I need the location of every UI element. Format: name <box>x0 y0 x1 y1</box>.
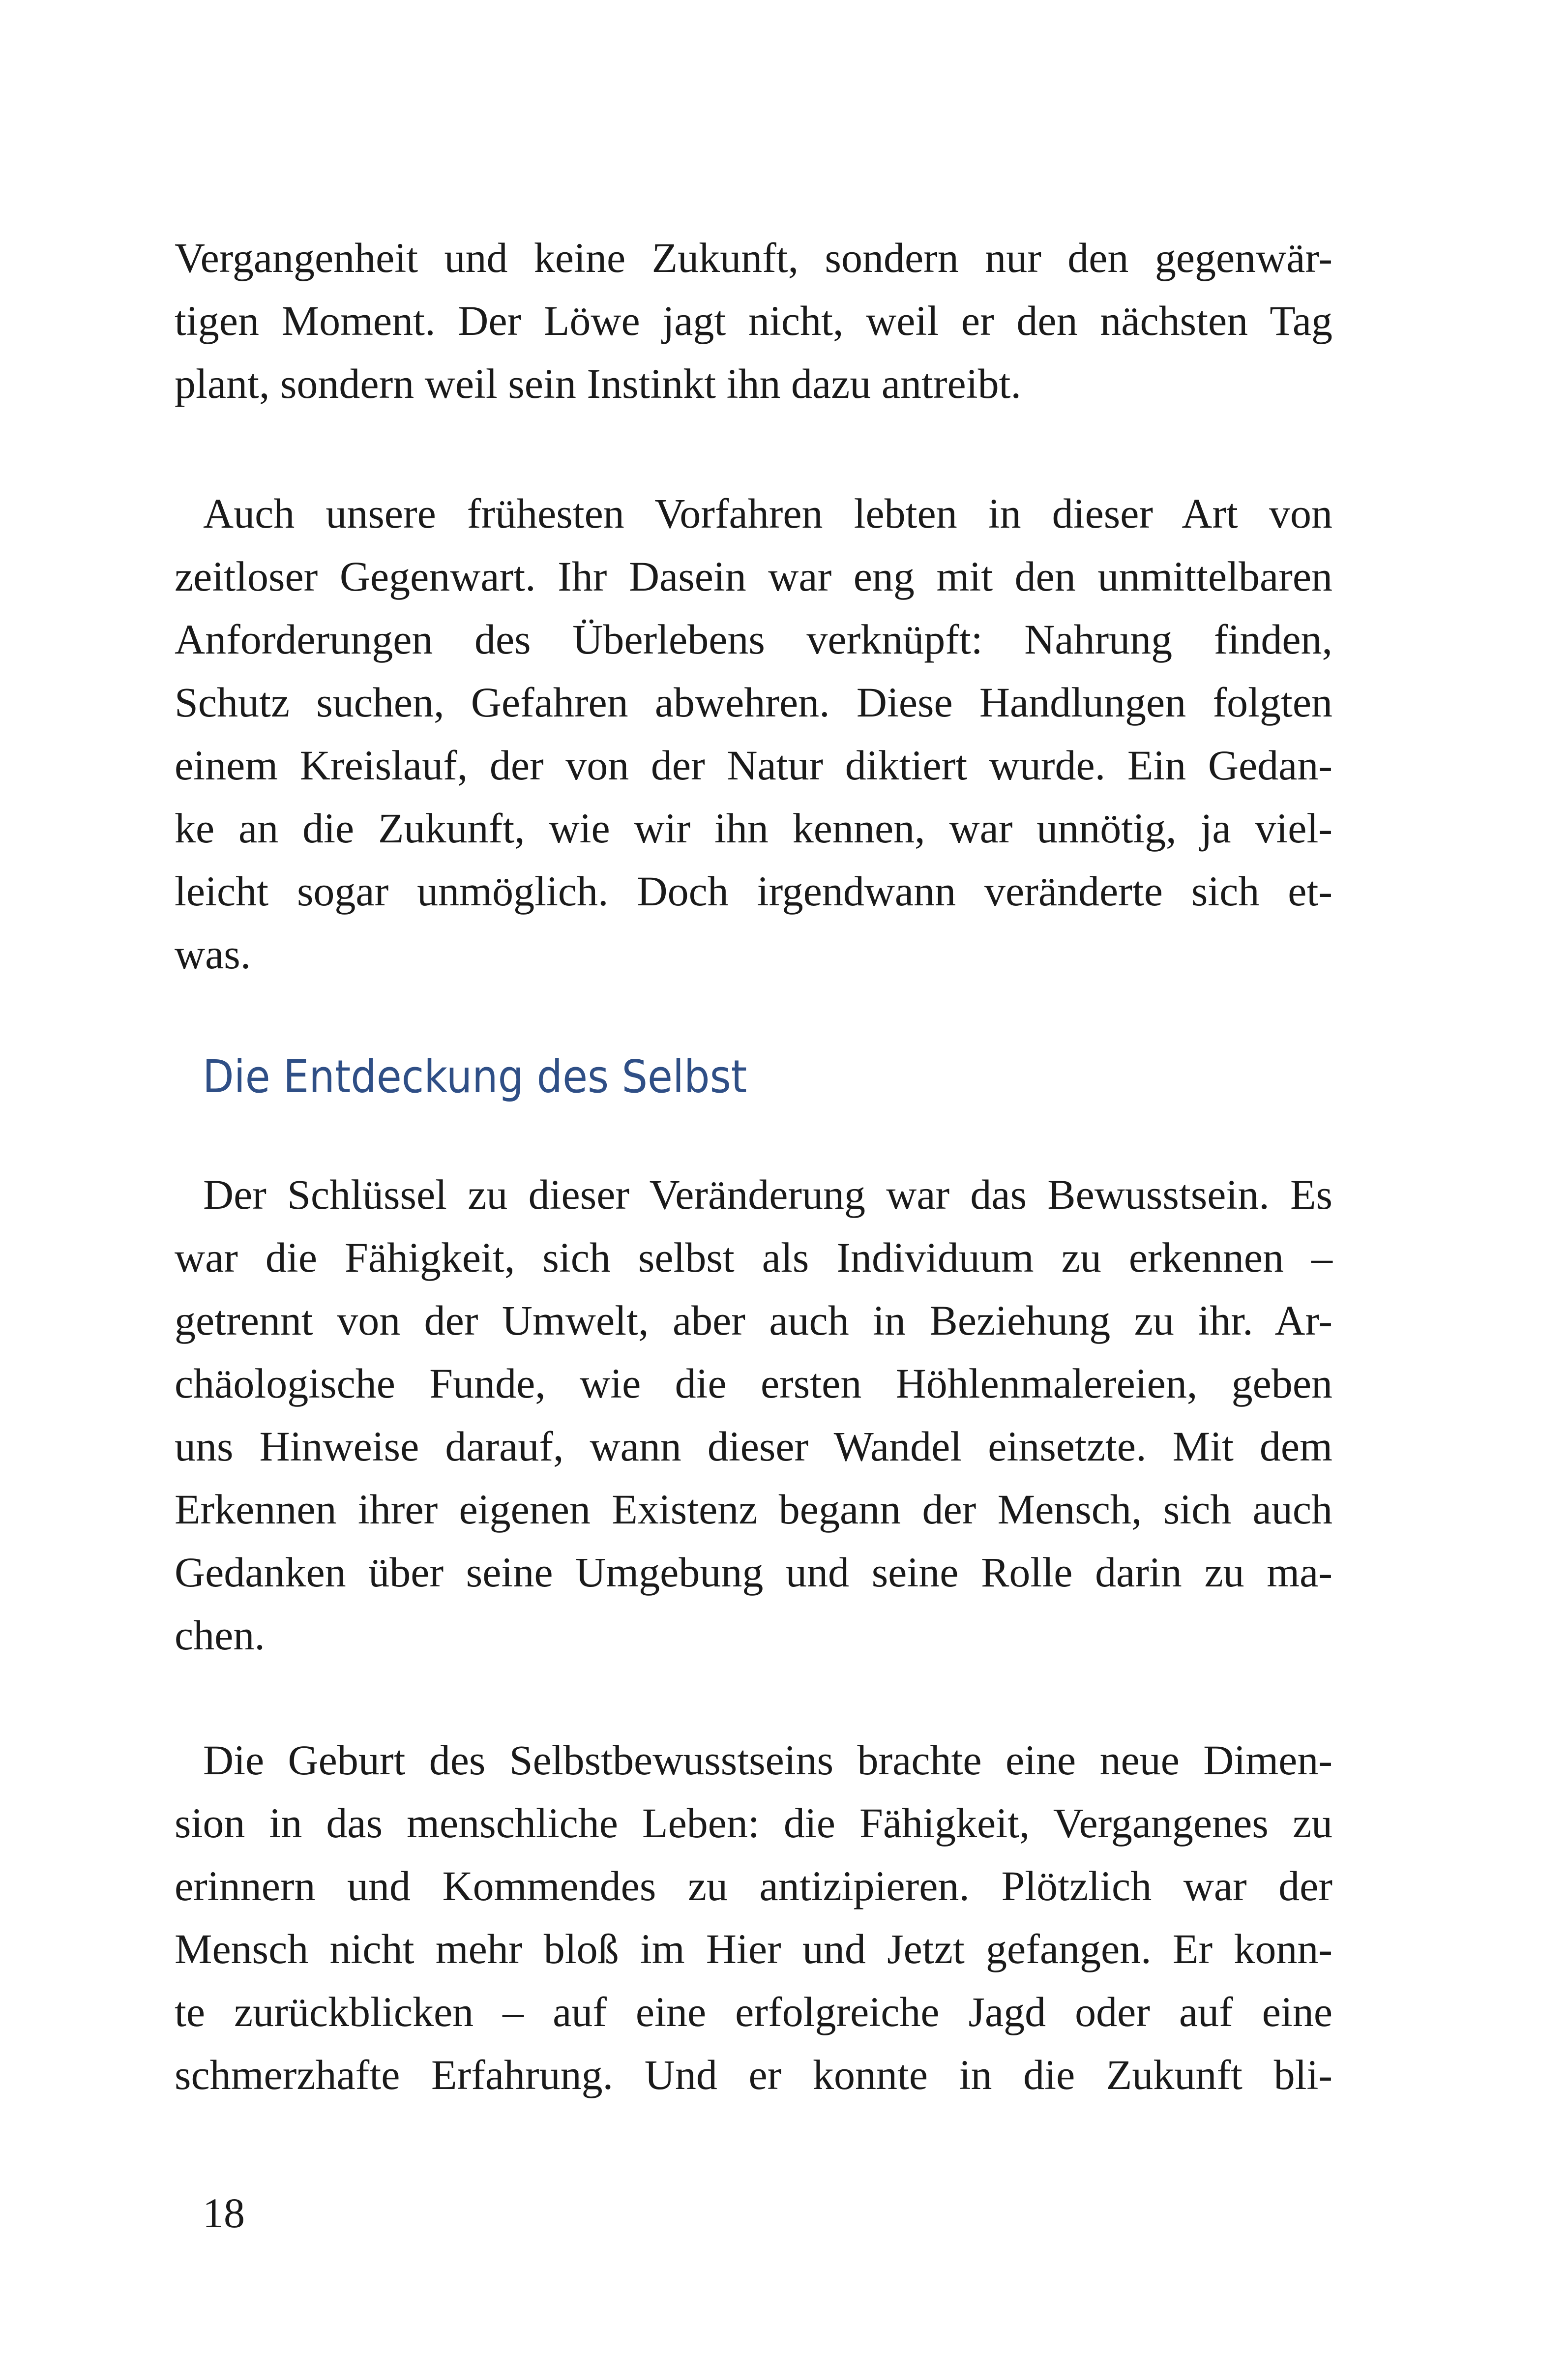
text-line: ke an die Zukunft, wie wir ihn kennen, war unnötig, ja viel- <box>175 805 1332 852</box>
paragraph-2 <box>175 482 1332 985</box>
text-line: getrennt von der Umwelt, aber auch in Beziehung zu ihr. Ar- <box>175 1297 1332 1344</box>
text-line: te zurückblicken – auf eine erfolgreiche Jagd oder auf eine <box>175 1988 1332 2035</box>
text-line: einem Kreislauf, der von der Natur diktiert wurde. Ein Gedan- <box>175 742 1332 789</box>
text-line: erinnern und Kommendes zu antizipieren. Plötzlich war der <box>175 1862 1332 1910</box>
text-line: Schutz suchen, Gefahren abwehren. Diese Handlungen folgten <box>175 679 1332 726</box>
text-line: Gedanken über seine Umgebung und seine Rolle darin zu ma- <box>175 1549 1332 1596</box>
text-line: Die Geburt des Selbstbewusstseins brachte eine neue Dimen- <box>203 1736 1332 1784</box>
text-line: sion in das menschliche Leben: die Fähigkeit, Vergangenes zu <box>175 1799 1332 1847</box>
text-line: Mensch nicht mehr bloß im Hier und Jetzt gefangen. Er konn- <box>175 1925 1332 1972</box>
text-line: tigen Moment. Der Löwe jagt nicht, weil er den nächsten Tag <box>175 297 1332 344</box>
text-line: zeitloser Gegenwart. Ihr Dasein war eng mit den unmittelbaren <box>175 553 1332 600</box>
text-line: Auch unsere frühesten Vorfahren lebten in dieser Art von <box>203 490 1332 537</box>
text-line: Erkennen ihrer eigenen Existenz begann der Mensch, sich auch <box>175 1486 1332 1533</box>
text-line: leicht sogar unmöglich. Doch irgendwann veränderte sich et- <box>175 867 1332 915</box>
text-line: chäologische Funde, wie die ersten Höhlenmalereien, geben <box>175 1360 1332 1407</box>
paragraph-3 <box>175 1163 1332 1667</box>
text-line: was. <box>175 930 251 978</box>
text-line: plant, sondern weil sein Instinkt ihn dazu antreibt. <box>175 360 1022 407</box>
paragraph-4 <box>175 1729 1332 2106</box>
text-line: uns Hinweise darauf, wann dieser Wandel einsetzte. Mit dem <box>175 1423 1332 1470</box>
text-line: Vergangenheit und keine Zukunft, sondern nur den gegenwär- <box>175 234 1332 281</box>
text-line: chen. <box>175 1612 265 1659</box>
section-heading: Die Entdeckung des Selbst <box>203 1050 747 1103</box>
text-line: Anforderungen des Überlebens verknüpft: Nahrung finden, <box>175 616 1332 663</box>
text-line: war die Fähigkeit, sich selbst als Individuum zu erkennen – <box>175 1234 1332 1281</box>
page-number: 18 <box>203 2189 245 2237</box>
paragraph-1 <box>175 226 1332 415</box>
text-line: schmerzhafte Erfahrung. Und er konnte in die Zukunft bli- <box>175 2051 1332 2098</box>
text-line: Der Schlüssel zu dieser Veränderung war das Bewusstsein. Es <box>203 1171 1332 1218</box>
